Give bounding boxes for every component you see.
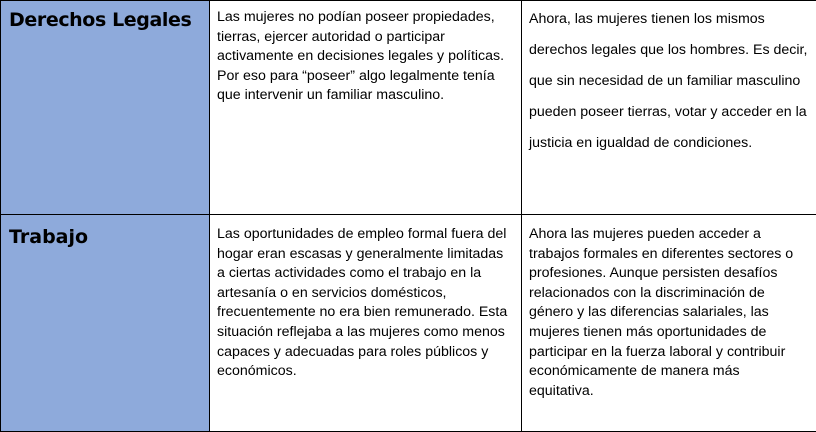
after-cell bbox=[522, 1, 816, 215]
after-cell bbox=[522, 215, 816, 432]
before-text-derechos-legales: Las mujeres no podían poseer propiedades, tierras, ejercer autoridad o participar activamente en decisiones legales y políticas. Por eso para “poseer” algo legalmente tenía que intervenir un familiar masculino. bbox=[210, 1, 521, 106]
before-text-trabajo: Las oportunidades de empleo formal fuera del hogar eran escasas y generalmente limitadas a ciertas actividades como el trabajo en la artesanía o en servicios domésticos, frecuentemente no era bien remunerado. Esta situación reflejaba a las mujeres como menos capaces y adecuadas para roles públicos y económicos. bbox=[210, 215, 521, 382]
row-heading-cell bbox=[1, 1, 210, 215]
row-heading-trabajo: Trabajo bbox=[1, 215, 209, 248]
before-cell bbox=[210, 215, 522, 432]
row-heading-derechos-legales: Derechos Legales bbox=[1, 1, 209, 31]
table-row-trabajo bbox=[1, 215, 816, 432]
row-heading-cell bbox=[1, 215, 210, 432]
after-text-derechos-legales: Ahora, las mujeres tienen los mismos derechos legales que los hombres. Es decir, que sin necesidad de un familiar masculino pueden poseer tierras, votar y acceder en la justicia en igualdad de condiciones. bbox=[522, 1, 816, 159]
table-row-derechos-legales bbox=[1, 1, 816, 215]
after-text-trabajo: Ahora las mujeres pueden acceder a trabajos formales en diferentes sectores o profesiones. Aunque persisten desafíos relacionados con la discriminación de género y las diferencias salariales, las mujeres tienen más oportunidades de participar en la fuerza laboral y contribuir económicamente de manera más equitativa. bbox=[522, 215, 816, 401]
before-cell bbox=[210, 1, 522, 215]
